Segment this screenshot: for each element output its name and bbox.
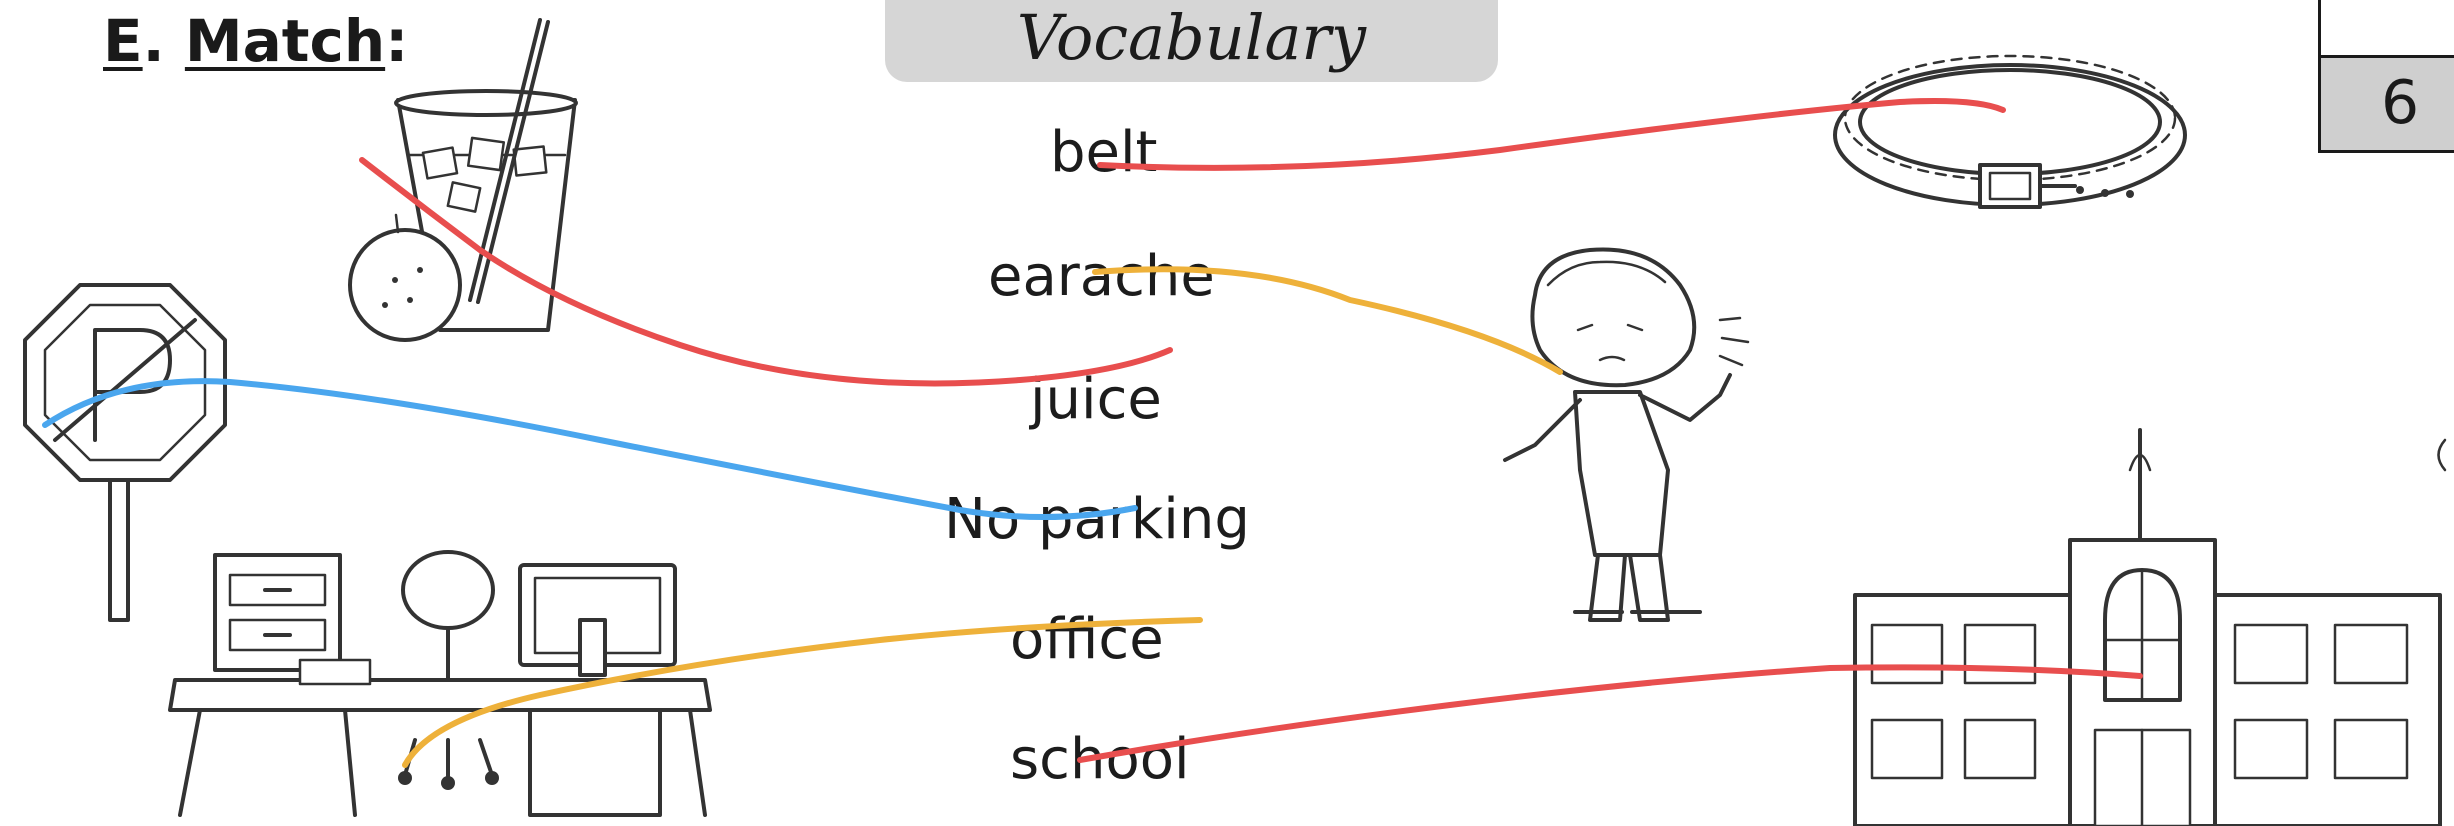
exercise-dot: .	[142, 7, 165, 75]
match-line-school	[1080, 667, 2140, 760]
word-earache: earache	[988, 244, 1215, 309]
word-office: office	[1010, 607, 1164, 672]
match-line-belt	[1100, 101, 2003, 168]
match-line-juice	[362, 160, 1170, 383]
exercise-label: Match	[184, 7, 386, 75]
score-value: 6	[2381, 68, 2420, 138]
match-line-office	[405, 620, 1200, 765]
word-juice: juice	[1030, 367, 1162, 432]
exercise-colon: :	[385, 7, 409, 75]
match-line-no-parking	[45, 381, 1135, 517]
exercise-letter: E	[103, 7, 143, 75]
vocabulary-banner-title: Vocabulary	[1016, 1, 1367, 74]
word-belt: belt	[1050, 120, 1158, 185]
match-line-earache	[1095, 269, 1560, 372]
word-no-parking: No parking	[944, 487, 1250, 552]
word-school: school	[1010, 727, 1190, 792]
